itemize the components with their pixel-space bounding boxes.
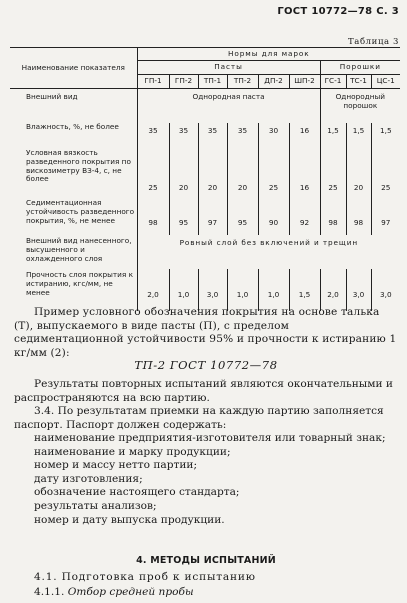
mark-header: ГП-1 bbox=[137, 75, 169, 89]
table-cell: 98 bbox=[320, 195, 346, 235]
table-cell: 20 bbox=[346, 149, 371, 195]
table-cell: 1,0 bbox=[169, 269, 198, 311]
table-cell: 2,0 bbox=[137, 269, 169, 311]
table-cell: 98 bbox=[137, 195, 169, 235]
table-row bbox=[10, 123, 400, 149]
list-item: наименование предприятия-изготовителя или товарный знак; bbox=[34, 432, 386, 444]
mark-header: ЦС-1 bbox=[371, 75, 400, 89]
norms-header: Нормы для марок bbox=[137, 48, 400, 61]
section-3-4: 3.4. По результатам приемки на каждую партию заполняется паспорт. Паспорт должен содержать: bbox=[14, 405, 384, 431]
section-number: 4.1.1. bbox=[34, 586, 65, 598]
row-label: Внешний вид нанесенного, высушенного и охлажденного слоя bbox=[26, 236, 132, 263]
table-cell: 25 bbox=[320, 149, 346, 195]
table-cell: 20 bbox=[198, 149, 227, 195]
table-cell: 35 bbox=[137, 123, 169, 149]
table-cell: 95 bbox=[227, 195, 258, 235]
span-pasta: Однородная паста bbox=[137, 89, 320, 124]
table-row bbox=[10, 195, 400, 235]
table-cell: 30 bbox=[258, 123, 289, 149]
table-cell: 35 bbox=[198, 123, 227, 149]
indicator-column-header: Наименование показателя bbox=[10, 48, 137, 89]
page-header: ГОСТ 10772—78 С. 3 bbox=[277, 6, 399, 17]
section-4-1-1 bbox=[34, 586, 407, 600]
table-cell: 95 bbox=[169, 195, 198, 235]
group-poroshki: Порошки bbox=[320, 61, 400, 75]
section-4-heading: 4. МЕТОДЫ ИСПЫТАНИЙ bbox=[136, 555, 276, 566]
row-label: Прочность слоя покрытия к истиранию, кгс/мм, не менее bbox=[26, 270, 134, 297]
section-title: Отбор средней пробы bbox=[67, 586, 194, 598]
table-row bbox=[10, 235, 400, 269]
table-cell: 97 bbox=[198, 195, 227, 235]
table-cell: 16 bbox=[289, 123, 320, 149]
table-row bbox=[10, 149, 400, 195]
mark-header: ШП-2 bbox=[289, 75, 320, 89]
table-cell: 1,5 bbox=[346, 123, 371, 149]
repeat-tests-paragraph: Результаты повторных испытаний являются окончательными и распространяются на всю партию. bbox=[14, 378, 393, 404]
table-cell: 25 bbox=[137, 149, 169, 195]
table-cell: 3,0 bbox=[346, 269, 371, 311]
mark-header: ДП-2 bbox=[258, 75, 289, 89]
mark-header: ТС-1 bbox=[346, 75, 371, 89]
table-cell: 2,0 bbox=[320, 269, 346, 311]
row-label: Влажность, %, не более bbox=[26, 122, 119, 131]
table-cell: 90 bbox=[258, 195, 289, 235]
list-item: номер и дату выпуска продукции. bbox=[34, 513, 225, 526]
table-cell: 35 bbox=[169, 123, 198, 149]
table-cell: 16 bbox=[289, 149, 320, 195]
row-label: Условная вязкость разведенного покрытия по вискозиметру ВЗ-4, с, не более bbox=[26, 148, 131, 184]
table-cell: 25 bbox=[258, 149, 289, 195]
span-all: Ровный слой без включений и трещин bbox=[137, 235, 400, 269]
row-label: Седиментационная устойчивость разведенного покрытия, %, не менее bbox=[26, 198, 135, 225]
table-cell: 20 bbox=[227, 149, 258, 195]
table-cell: 1,5 bbox=[320, 123, 346, 149]
table-cell: 25 bbox=[371, 149, 400, 195]
passport-contents-list bbox=[34, 432, 400, 527]
designation-example: ТП-2 ГОСТ 10772—78 bbox=[134, 358, 278, 372]
table-row bbox=[10, 269, 400, 311]
mark-header: ГС-1 bbox=[320, 75, 346, 89]
section-4-1: 4.1. Подготовка проб к испытанию bbox=[34, 571, 256, 583]
list-item: результаты анализов; bbox=[34, 499, 157, 512]
norms-table bbox=[10, 47, 400, 311]
table-cell: 3,0 bbox=[371, 269, 400, 311]
list-item: обозначение настоящего стандарта; bbox=[34, 486, 240, 499]
table-cell: 98 bbox=[346, 195, 371, 235]
table-cell: 3,0 bbox=[198, 269, 227, 311]
table-cell: 1,5 bbox=[289, 269, 320, 311]
mark-header: ТП-1 bbox=[198, 75, 227, 89]
list-item: номер и массу нетто партии; bbox=[34, 459, 198, 472]
table-cell: 1,0 bbox=[227, 269, 258, 311]
table-caption: Таблица 3 bbox=[348, 37, 399, 47]
table-cell: 35 bbox=[227, 123, 258, 149]
list-item: наименование и марку продукции; bbox=[34, 445, 231, 458]
table-cell: 1,5 bbox=[371, 123, 400, 149]
example-paragraph: Пример условного обозначения покрытия на основе талька (Т), выпускаемого в виде пасты (П), с пределом седиментационной устойчивости 95% и прочности к истиранию 1 кг/мм (2): bbox=[14, 306, 397, 359]
mark-header: ГП-2 bbox=[169, 75, 198, 89]
span-poroshki: Однородный порошок bbox=[320, 89, 400, 124]
table-cell: 92 bbox=[289, 195, 320, 235]
table-cell: 97 bbox=[371, 195, 400, 235]
table-cell: 20 bbox=[169, 149, 198, 195]
table-row bbox=[10, 89, 400, 124]
mark-header: ТП-2 bbox=[227, 75, 258, 89]
row-label: Внешний вид bbox=[26, 92, 78, 101]
list-item: дату изготовления; bbox=[34, 472, 143, 485]
group-pasty: Пасты bbox=[137, 61, 320, 75]
table-cell: 1,0 bbox=[258, 269, 289, 311]
